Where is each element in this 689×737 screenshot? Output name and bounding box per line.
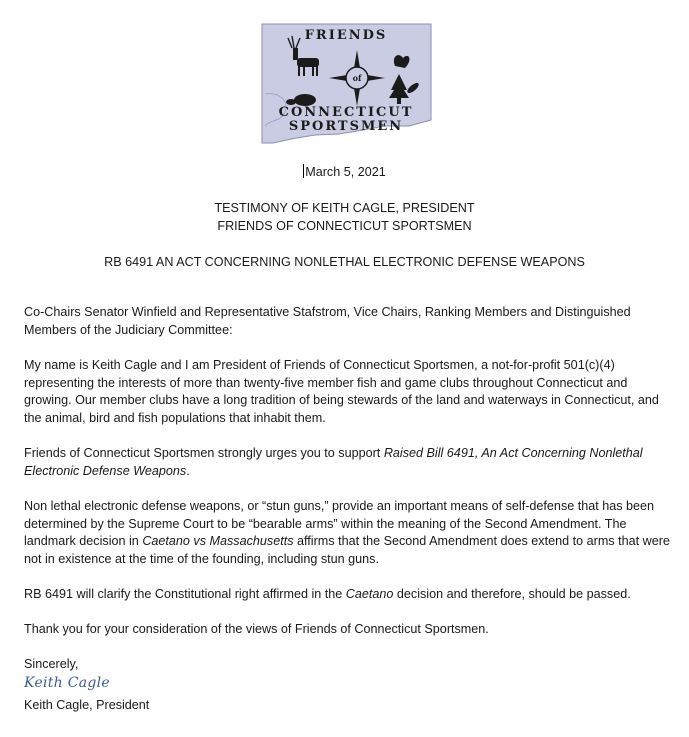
closing-line: Sincerely, bbox=[24, 657, 79, 671]
support-text: Friends of Connecticut Sportsmen strongly urges you to support bbox=[24, 446, 384, 460]
logo-graphic bbox=[259, 22, 434, 145]
clarify-text-b: decision and therefore, should be passed. bbox=[393, 587, 631, 601]
stun-gun-text-a: Non lethal electronic defense weapons, or “stun guns,” provide an important means of self-defense that has been determined by the Supreme Court to be “bearable arms” within the meaning of the Second Amendment. The landmark decision in bbox=[24, 499, 655, 549]
signoff-line: Keith Cagle, President bbox=[24, 698, 150, 712]
header-line-2: FRIENDS OF CONNECTICUT SPORTSMEN bbox=[217, 219, 472, 233]
intro-paragraph: My name is Keith Cagle and I am President of Friends of Connecticut Sportsmen, a not-for-profit 501(c)(4) representing the interests of more than twenty-five member fish and game clubs throughout Connecticut and growing. Our member clubs have a long tradition of being stewards of the land and waterways in Connecticut, and the animal, bird and fish populations that inhabit them. bbox=[24, 358, 659, 425]
organization-logo bbox=[259, 22, 434, 145]
case-short-name: Caetano bbox=[345, 587, 394, 601]
header-line-1: TESTIMONY OF KEITH CAGLE, PRESIDENT bbox=[214, 201, 475, 215]
document-date: March 5, 2021 bbox=[305, 165, 386, 179]
logo-text-connecticut: CONNECTICUT bbox=[278, 105, 414, 120]
logo-text-friends: FRIENDS bbox=[304, 28, 388, 43]
stun-gun-text-b: affirms that the Second Amendment does extend to arms that were not in existence at the time of the founding, including stun guns. bbox=[24, 534, 670, 566]
bill-title: RB 6491 AN ACT CONCERNING NONLETHAL ELECTRONIC DEFENSE WEAPONS bbox=[104, 255, 585, 269]
support-bill-title: Raised Bill 6491, An Act Concerning Nonlethal Electronic Defense Weapons bbox=[24, 446, 643, 478]
logo-text-of: of bbox=[352, 73, 362, 83]
support-period: . bbox=[186, 463, 190, 478]
date-line bbox=[0, 163, 689, 181]
logo-text-sportsmen: SPORTSMEN bbox=[288, 119, 404, 134]
clarify-paragraph bbox=[24, 586, 672, 604]
stun-gun-paragraph bbox=[24, 498, 672, 568]
salutation-paragraph: Co-Chairs Senator Winfield and Representative Stafstrom, Vice Chairs, Ranking Members and Distinguished Members of the Judiciary Committee: bbox=[24, 305, 631, 337]
signature: Keith Cagle bbox=[24, 675, 111, 691]
case-name: Caetano vs Massachusetts bbox=[142, 534, 294, 549]
clarify-text-a: RB 6491 will clarify the Constitutional right affirmed in the bbox=[24, 587, 346, 601]
thanks-paragraph: Thank you for your consideration of the views of Friends of Connecticut Sportsmen. bbox=[24, 622, 489, 636]
support-paragraph bbox=[24, 445, 672, 480]
